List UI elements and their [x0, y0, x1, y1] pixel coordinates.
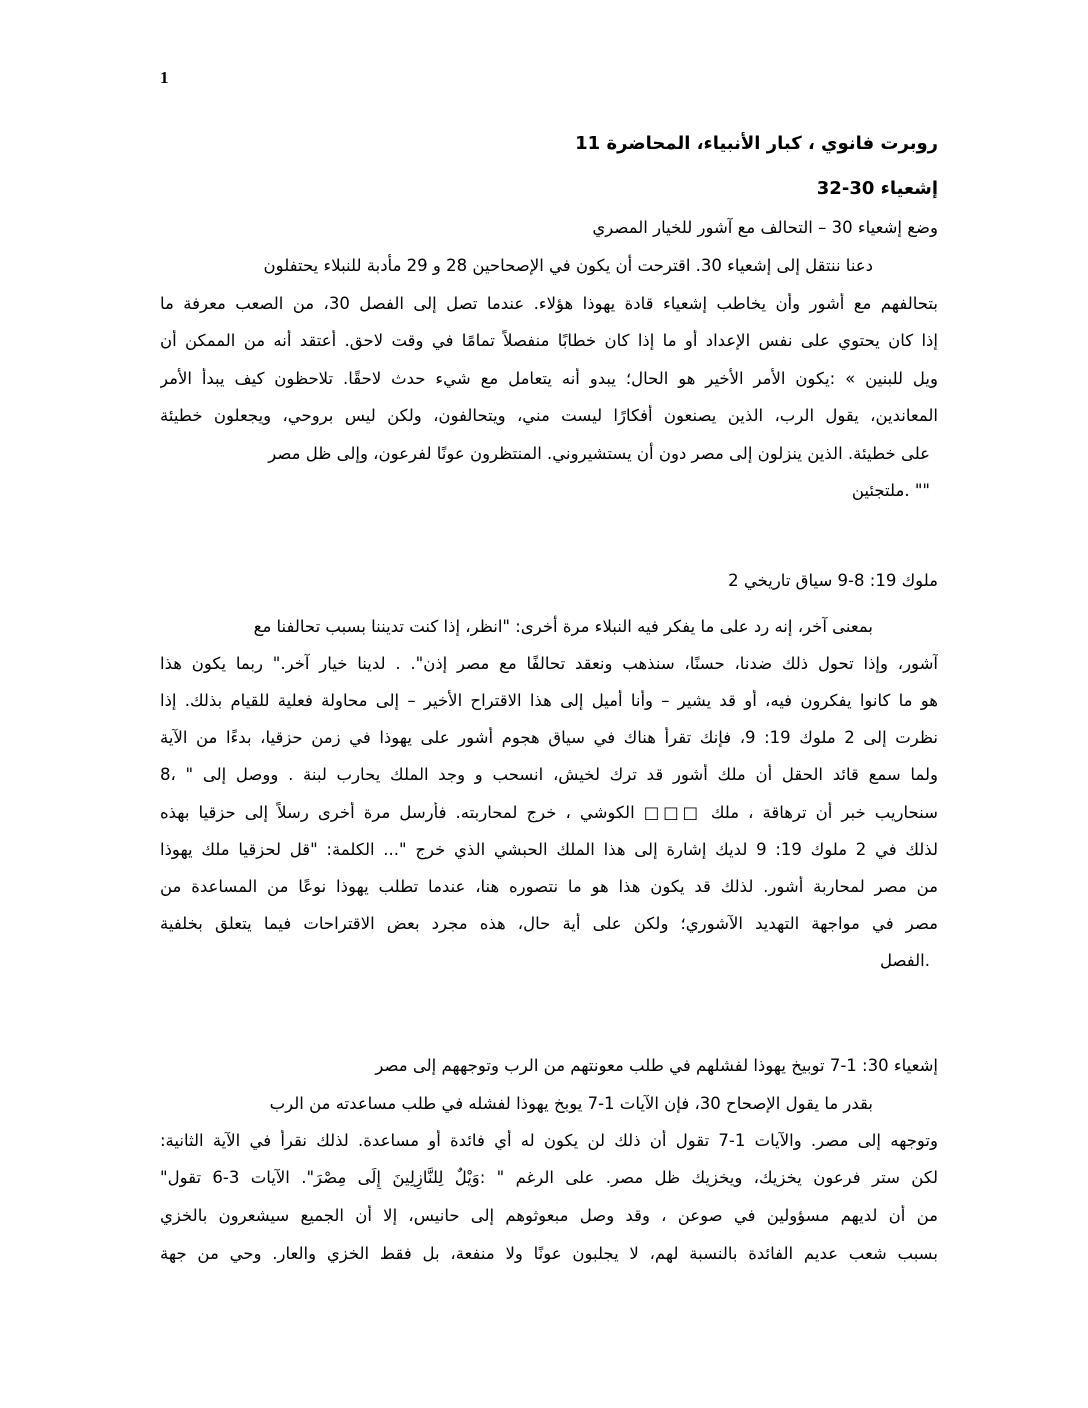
paragraph-line: "" .ملتجئين [851, 481, 930, 500]
paragraph-line: مصر في مواجهة التهديد الآشوري؛ ولكن على أية حال، هذه مجرد بعض الاقتراحات فيما يتعلق بخلفية [160, 914, 938, 933]
document-subtitle: إشعياء 30-32 [816, 178, 938, 199]
paragraph-line: ويل للبنين » :يكون الأمر الأخير هو الحال؛ يبدو أنه يتعامل مع شيء حدث لاحقًا. تلاحظون كيف يبدأ الأمر [160, 369, 938, 388]
section-heading: وضع إشعياء 30 – التحالف مع آشور للخيار المصري [592, 218, 938, 237]
page-number: 1 [160, 68, 169, 87]
paragraph-line: دعنا ننتقل إلى إشعياء 30. اقترحت أن يكون في الإصحاحين 28 و 29 مأدبة للنبلاء يحتفلون [263, 256, 873, 275]
paragraph-line: سنحاريب خبر أن ترهاقة ، ملك □□□ الكوشي ، خرج لمحاربته. فأرسل مرة أخرى رسلاً إلى حزقيا بهذه [160, 803, 938, 822]
paragraph-line: بمعنى آخر، إنه رد على ما يفكر فيه النبلاء مرة أخرى: "انظر، إذا كنت تديننا بسبب تحالفنا مع [253, 617, 873, 636]
paragraph-line: نظرت إلى 2 ملوك 19: 9، فإنك تقرأ هناك في سياق هجوم أشور على يهوذا في زمن حزقيا، بدءًا من الآية [160, 728, 938, 747]
paragraph-line: من مصر لمحاربة أشور. لذلك قد يكون هذا هو ما نتصوره هنا، عندما تطلب يهوذا نوعًا من المساعدة من [160, 877, 938, 896]
paragraph-line: على خطيئة. الذين ينزلون إلى مصر دون أن يستشيروني. المنتظرون عونًا لفرعون، وإلى ظل مصر [268, 444, 930, 463]
paragraph-line: المعاندين، يقول الرب، الذين يصنعون أفكارًا ليست مني، ويتحالفون، ولكن ليس بروحي، ويجعلون خطيئة [160, 406, 938, 425]
paragraph-line: بقدر ما يقول الإصحاح 30، فإن الآيات 1-7 يوبخ يهوذا لفشله في طلب مساعدته من الرب [269, 1094, 873, 1113]
section-heading: ملوك 19: 8-9 سياق تاريخي 2 [728, 571, 938, 590]
paragraph-line: لذلك في 2 ملوك 19: 9 لديك إشارة إلى هذا الملك الحبشي الذي خرج "... الكلمة: "قل لحزقيا ملك يهوذا [160, 840, 938, 859]
paragraph-line: وتوجهه إلى مصر. والآيات 1-7 تقول أن ذلك لن يكون له أي فائدة أو مساعدة. لذلك نقرأ في الآية الثانية: [160, 1131, 938, 1150]
paragraph-line: .الفصل [879, 951, 930, 970]
paragraph-line: لكن ستر فرعون يخزيك، ويخزيك ظل مصر. على الرغم " :وَيْلٌ لِلنَّازِلِينَ إِلَى مِصْرَ". الآيات 3-6 تقول" [160, 1168, 938, 1187]
document-title: روبرت فانوي ، كبار الأنبياء، المحاضرة 11 [575, 133, 938, 154]
paragraph-line: من أن لديهم مسؤولين في صوعن ، وقد وصل مبعوثوهم إلى حانيس، إلا أن الجميع سيشعرون بالخزي [160, 1206, 938, 1225]
paragraph-line: آشور، وإذا تحول ذلك ضدنا، حسنًا، سنذهب ونعقد تحالفًا مع مصر إذن". . لدينا خيار آخر." ربما يكون هذا [160, 654, 938, 673]
paragraph-line: ولما سمع قائد الحقل أن ملك أشور قد ترك لخيش، انسحب و وجد الملك يحارب لبنة . ووصل إلى " ،8 [160, 765, 938, 784]
section-heading: إشعياء 30: 1-7 توبيخ يهوذا لفشلهم في طلب معونتهم من الرب وتوجههم إلى مصر [375, 1056, 938, 1075]
paragraph-line: بسبب شعب عديم الفائدة بالنسبة لهم، لا يجلبون عونًا ولا منفعة، بل فقط الخزي والعار. وحي من جهة [160, 1244, 938, 1263]
paragraph-line: هو ما كانوا يفكرون فيه، أو قد يشير – وأنا أميل إلى هذا الاقتراح الأخير – إلى محاولة فعلية للقيام بذلك. إذا [160, 691, 938, 710]
paragraph-line: بتحالفهم مع أشور وأن يخاطب إشعياء قادة يهوذا هؤلاء. عندما تصل إلى الفصل 30، من الصعب معرفة ما [160, 294, 938, 313]
paragraph-line: إذا كان يحتوي على نفس الإعداد أو ما إذا كان خطابًا منفصلاً تمامًا في وقت لاحق. أعتقد أنه من الممكن أن [160, 331, 938, 350]
